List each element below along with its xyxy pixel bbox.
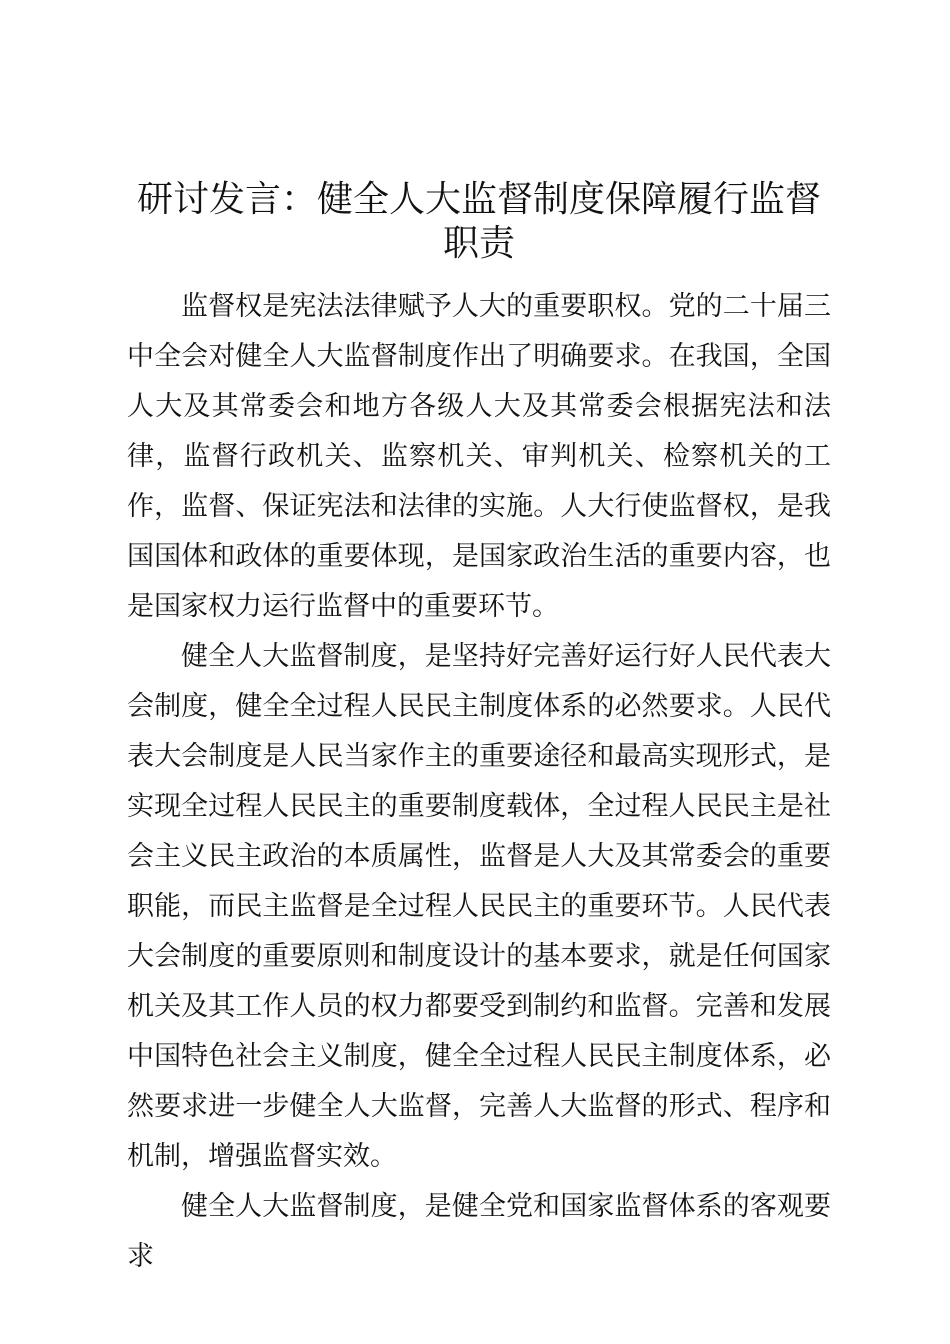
paragraph-3: 健全人大监督制度，是健全党和国家监督体系的客观要求 (127, 1191, 831, 1272)
document-title: 研讨发言：健全人大监督制度保障履行监督职责 (136, 179, 821, 264)
paragraph-1: 监督权是宪法法律赋予人大的重要职权。党的二十届三中全会对健全人大监督制度作出了明确要求。在我国，全国人大及其常委会和地方各级人大及其常委会根据宪法和法律，监督行政机关、监察机关、审判机关、检察机关的工作，监督、保证宪法和法律的实施。人大行使监督权，是我国国体和政体的重要体现，是国家政治生活的重要内容，也是国家权力运行监督中的重要环节。 (127, 291, 831, 622)
paragraph-2: 健全人大监督制度，是坚持好完善好运行好人民代表大会制度，健全全过程人民民主制度体系的必然要求。人民代表大会制度是人民当家作主的重要途径和最高实现形式，是实现全过程人民民主的重要制度载体，全过程人民民主是社会主义民主政治的本质属性，监督是人大及其常委会的重要职能，而民主监督是全过程人民民主的重要环节。人民代表大会制度的重要原则和制度设计的基本要求，就是任何国家机关及其工作人员的权力都要受到制约和监督。完善和发展中国特色社会主义制度，健全全过程人民民主制度体系，必然要求进一步健全人大监督，完善人大监督的形式、程序和机制，增强监督实效。 (127, 641, 831, 1172)
document-body (127, 178, 831, 1282)
